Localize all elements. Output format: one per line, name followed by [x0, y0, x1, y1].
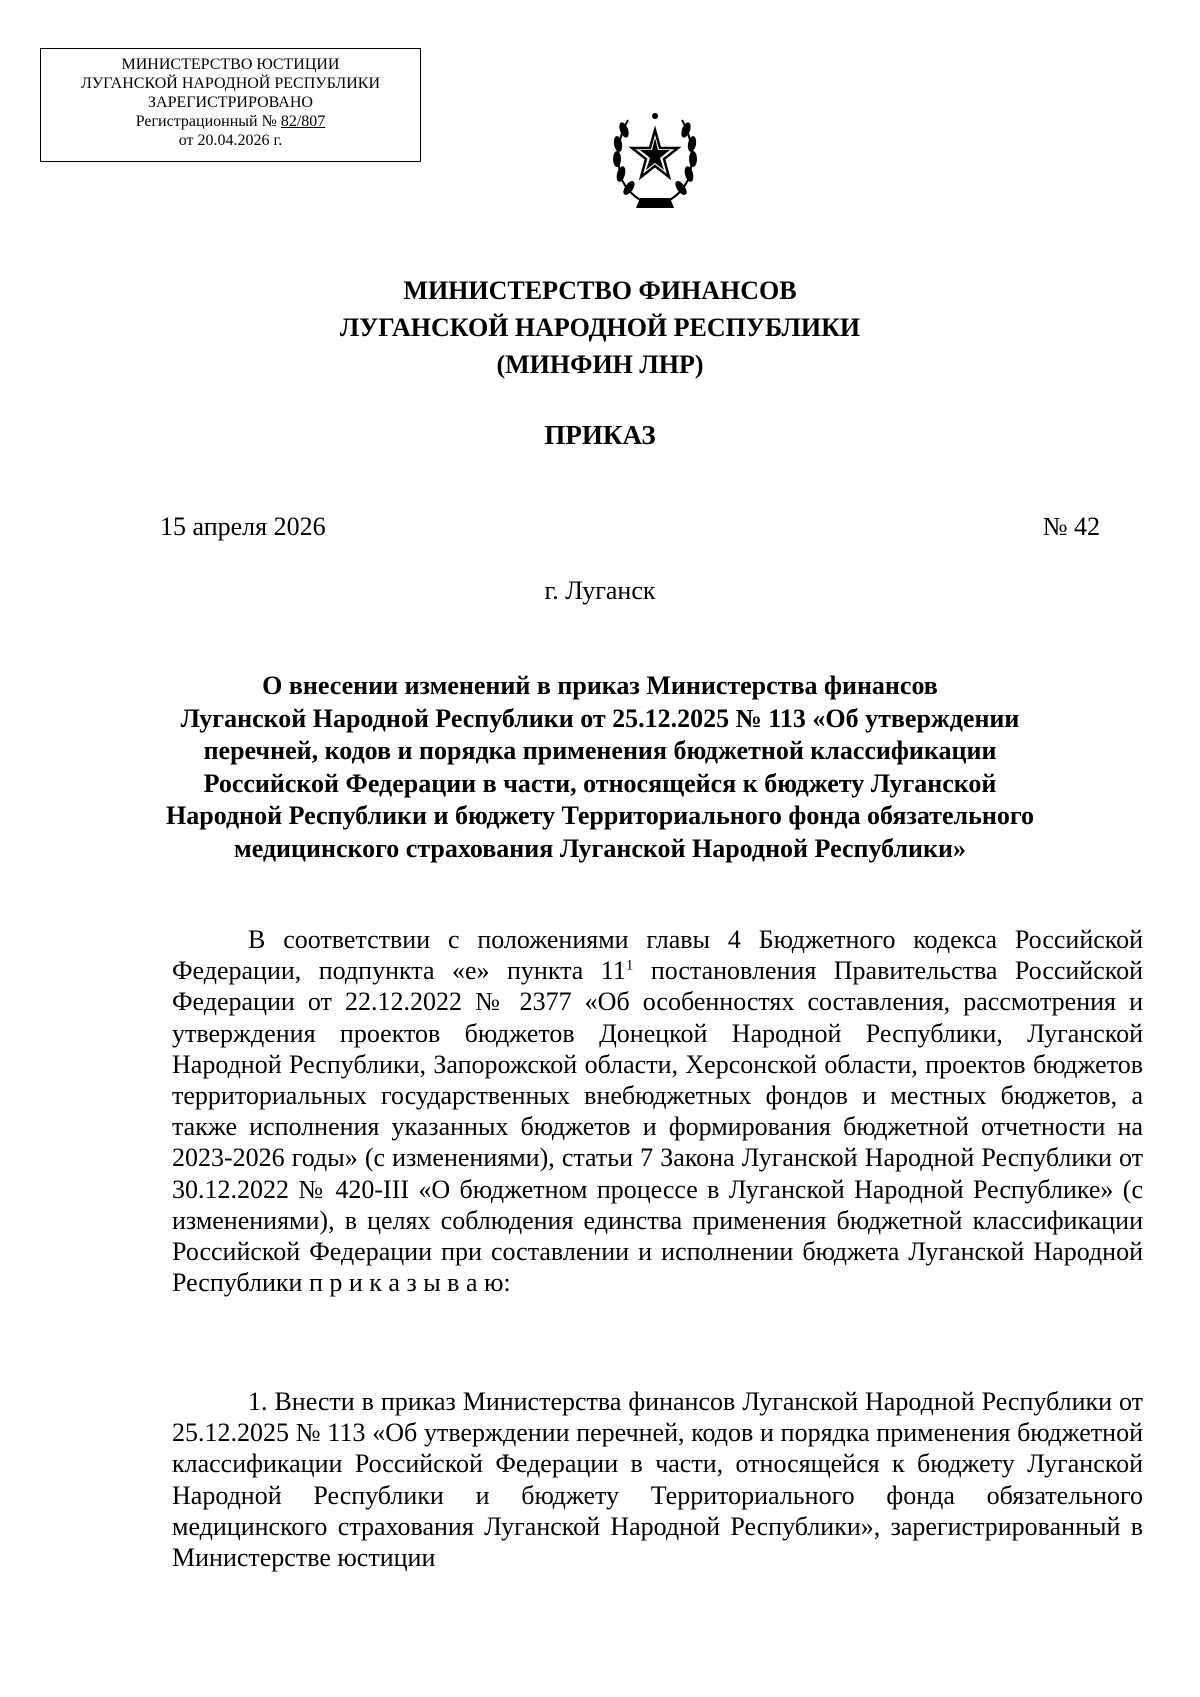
document-city: г. Луганск — [544, 576, 656, 605]
document-number: № 42 — [1042, 512, 1100, 541]
preamble-order-word: п р и к а з ы в а ю: — [308, 1268, 511, 1298]
subject-line-2: Луганской Народной Республики от 25.12.2025 № 113 «Об утверждении — [180, 703, 1020, 733]
stamp-reg-number-line — [41, 112, 420, 131]
ministry-name — [0, 272, 1200, 383]
ministry-line-1: МИНИСТЕРСТВО ФИНАНСОВ — [403, 276, 797, 305]
ministry-line-3: (МИНФИН ЛНР) — [496, 350, 704, 379]
document-date: 15 апреля 2026 — [160, 512, 326, 541]
document-subject — [0, 670, 1200, 866]
stamp-ministry-line: МИНИСТЕРСТВО ЮСТИЦИИ — [121, 56, 340, 73]
subject-line-3: перечней, кодов и порядка применения бюджетной классификации — [203, 736, 997, 766]
stamp-registered-line: ЗАРЕГИСТРИРОВАНО — [148, 94, 313, 111]
subject-line-6: медицинского страхования Луганской Народной Республики» — [233, 833, 966, 863]
subject-line-1: О внесении изменений в приказ Министерства финансов — [262, 671, 938, 700]
preamble-text-start: В соответствии с положениями главы 4 Бюджетного кодекса Российской Федерации, подпункта «е» пункта 11 — [172, 925, 1143, 986]
registration-stamp — [40, 48, 421, 162]
stamp-reg-number: 82/807 — [280, 113, 326, 130]
stamp-reg-label: Регистрационный № — [135, 113, 281, 130]
preamble-text-rest: постановления Правительства Российской Федерации от 22.12.2022 № 2377 «Об особенностях составления, рассмотрения и утверждения проектов бюджетов Донецкой Народной Республики, Луганской Народной Республики, Запорожской области, Херсонской области, проектов бюджетов территориальных государственных внебюджетных фондов и местных бюджетов, а также исполнения указанных бюджетов и формирования бюджетной отчетности на 2023-2026 годы» (с изменениями), статьи 7 Закона Луганской Народной Республики от 30.12.2022 № 420-III «О бюджетном процессе в Луганской Народной Республике» (с изменениями), в целях соблюдения единства применения бюджетной классификации Российской Федерации при составлении и исполнении бюджета Луганской Народной Республики — [172, 956, 1143, 1298]
preamble-superscript: 1 — [625, 957, 634, 974]
body-paragraph-preamble — [172, 924, 1143, 1298]
stamp-republic-line: ЛУГАНСКОЙ НАРОДНОЙ РЕСПУБЛИКИ — [80, 75, 381, 92]
ministry-line-2: ЛУГАНСКОЙ НАРОДНОЙ РЕСПУБЛИКИ — [339, 313, 861, 342]
subject-line-4: Российской Федерации в части, относящейся к бюджету Луганской — [203, 768, 997, 798]
stamp-reg-date: от 20.04.2026 г. — [178, 132, 283, 149]
item-1-text: 1. Внести в приказ Министерства финансов Луганской Народной Республики от 25.12.2025 № 113 «Об утверждении перечней, кодов и порядка применения бюджетной классификации Российской Федерации в части, относящейся к бюджету Луганской Народной Республики и бюджету Территориального фонда обязательного медицинского страхования Луганской Народной Республики», зарегистрированный в Министерстве юстиции — [172, 1387, 1143, 1573]
subject-line-5: Народной Республики и бюджету Территориального фонда обязательного — [166, 801, 1034, 831]
coat-of-arms-icon — [598, 108, 712, 214]
body-paragraph-item-1 — [172, 1386, 1143, 1573]
document-type: ПРИКАЗ — [544, 420, 656, 450]
